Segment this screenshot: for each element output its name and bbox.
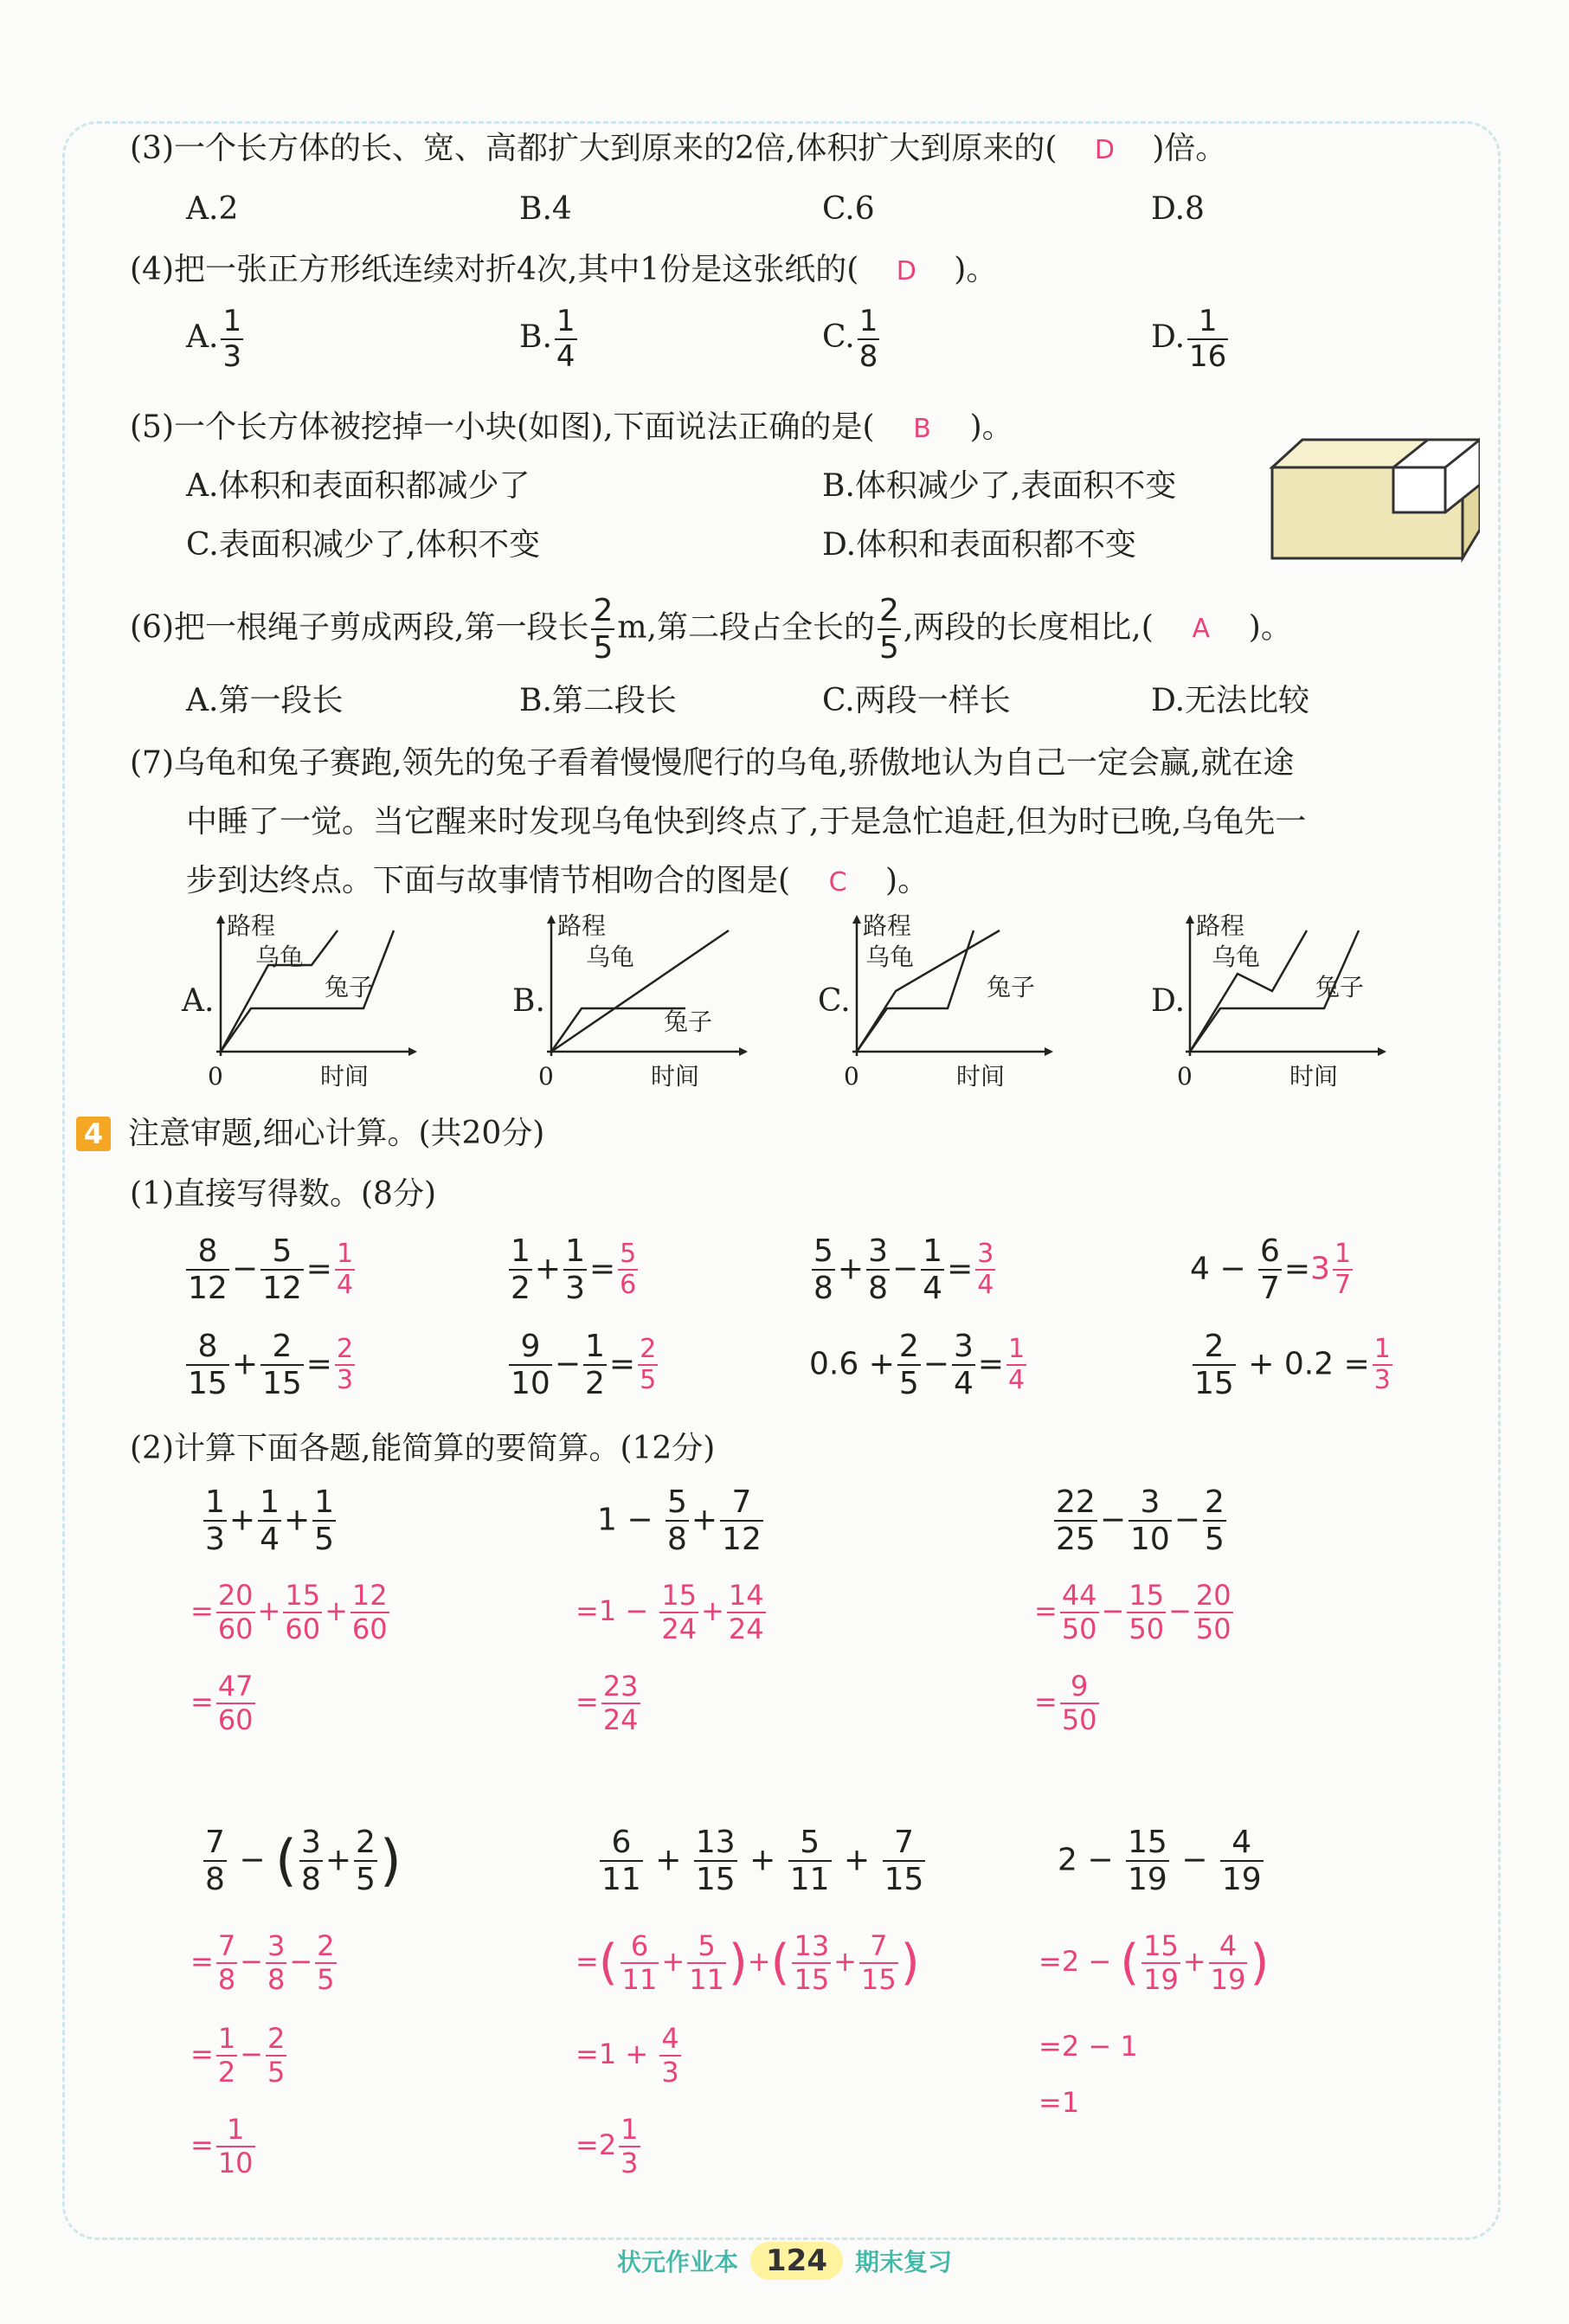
y-axis-arrow	[852, 915, 861, 924]
page-number: 124	[750, 2242, 843, 2280]
page-footer	[0, 2242, 1569, 2280]
simplify-4-result: = $\frac{1}{10}$	[190, 2113, 254, 2179]
cuboid-figure	[1264, 433, 1480, 563]
tortoise-label: 乌龟	[1212, 943, 1261, 971]
part-2-title: (2)计算下面各题,能简算的要简算。(12分)	[130, 1431, 716, 1466]
calc-5: $\frac{8}{15}$ + $\frac{2}{15}$ = $\frac{2}{3}$	[188, 1329, 354, 1402]
simplify-6-result: =1	[1038, 2086, 1080, 2119]
option-3c: C.6	[822, 191, 875, 227]
y-axis-label: 路程	[863, 913, 912, 940]
x-axis-arrow	[739, 1047, 748, 1056]
simplify-6-step2: =2 − 1	[1038, 2030, 1138, 2063]
option-4c: C. $\frac{1}{8}$	[822, 304, 878, 375]
answer-5: B	[913, 414, 931, 444]
origin-label: 0	[208, 1062, 223, 1086]
option-5c: C.表面积减少了,体积不变	[186, 527, 541, 563]
calc-6: $\frac{9}{10}$ − $\frac{1}{2}$ = $\frac{2}{5}$	[511, 1329, 657, 1402]
graph-option-label: A.	[182, 983, 215, 1019]
simplify-6-problem: 2 − $\frac{15}{19}$ − $\frac{4}{19}$	[1058, 1825, 1262, 1898]
simplify-6-step1: =2 − ( $\frac{15}{19}$ + $\frac{4}{19}$ )	[1038, 1929, 1270, 1996]
x-axis-label: 时间	[956, 1062, 1006, 1086]
calc-7: 0.6 + $\frac{2}{5}$ − $\frac{3}{4}$ = $\frac{1}{4}$	[809, 1329, 1026, 1402]
graph-option-label: D.	[1151, 983, 1186, 1019]
x-axis-label: 时间	[320, 1062, 370, 1086]
question-4: (4)把一张正方形纸连续对折4次,其中1份是这张纸的( D )。	[130, 251, 997, 291]
y-axis-label: 路程	[227, 913, 276, 940]
question-6: (6)把一根绳子剪成两段,第一段长 $\frac{2}{5}$ m,第二段占全长的 $\frac{2}{5}$ ,两段的长度相比,( A )。	[130, 593, 1292, 666]
option-3d: D.8	[1151, 191, 1205, 227]
simplify-4-step1: = $\frac{7}{8}$ − $\frac{3}{8}$ − $\frac{2}{5}$	[190, 1929, 335, 1996]
y-axis-arrow	[1186, 915, 1194, 924]
simplify-4-step2: = $\frac{1}{2}$ − $\frac{2}{5}$	[190, 2022, 286, 2089]
rabbit-label: 兔子	[1315, 973, 1365, 1001]
tortoise-label: 乌龟	[865, 943, 915, 971]
option-5d: D.体积和表面积都不变	[822, 527, 1137, 563]
simplify-1-problem: $\frac{1}{3}$ + $\frac{1}{4}$ + $\frac{1}{5}$	[205, 1484, 335, 1558]
calc-3: $\frac{5}{8}$ + $\frac{3}{8}$ − $\frac{1}{4}$ = $\frac{3}{4}$	[813, 1233, 994, 1307]
answer-7: C	[828, 867, 847, 898]
calc-1: $\frac{8}{12}$ − $\frac{5}{12}$ = $\frac{1}{4}$	[188, 1233, 354, 1307]
x-axis-label: 时间	[651, 1062, 700, 1086]
graph-svg	[1151, 913, 1402, 1086]
answer-4: D	[896, 256, 916, 286]
simplify-2-result: = $\frac{23}{24}$	[576, 1670, 639, 1736]
option-6c: C.两段一样长	[822, 683, 1011, 718]
x-axis-arrow	[408, 1047, 417, 1056]
section-4-title: 注意审题,细心计算。(共20分)	[128, 1116, 545, 1151]
graph-option-label: B.	[512, 983, 545, 1019]
section-badge: 4	[76, 1117, 111, 1151]
option-6b: B.第二段长	[519, 683, 677, 718]
y-axis-label: 路程	[1196, 913, 1245, 940]
question-7-line1: (7)乌龟和兔子赛跑,领先的兔子看着慢慢爬行的乌龟,骄傲地认为自己一定会赢,就在途	[130, 745, 1295, 781]
simplify-5-step2: =1 + $\frac{4}{3}$	[576, 2022, 679, 2089]
calc-2: $\frac{1}{2}$ + $\frac{1}{3}$ = $\frac{5}{6}$	[511, 1233, 637, 1307]
option-3a: A.2	[186, 191, 239, 227]
simplify-2-problem: 1 − $\frac{5}{8}$ + $\frac{7}{12}$	[597, 1484, 762, 1558]
question-5: (5)一个长方体被挖掉一小块(如图),下面说法正确的是( B )。	[130, 409, 1013, 448]
y-axis-arrow	[216, 915, 225, 924]
y-axis-label: 路程	[557, 913, 607, 940]
simplify-5-result: =2 $\frac{1}{3}$	[576, 2113, 639, 2179]
question-3: (3)一个长方体的长、宽、高都扩大到原来的2倍,体积扩大到原来的( D )倍。	[130, 130, 1226, 170]
graph-svg	[512, 913, 763, 1086]
origin-label: 0	[538, 1062, 554, 1086]
answer-6: A	[1192, 614, 1211, 645]
simplify-5-step1: =( $\frac{6}{11}$ + $\frac{5}{11}$ )+( $\frac{13}{15}$ + $\frac{7}{15}$ )	[576, 1929, 920, 1996]
simplify-3-step1: = $\frac{44}{50}$ − $\frac{15}{50}$ − $\frac{20}{50}$	[1034, 1579, 1231, 1645]
calc-8: $\frac{2}{15}$ + 0.2 = $\frac{1}{3}$	[1194, 1329, 1391, 1402]
simplify-4-problem: $\frac{7}{8}$ − ( $\frac{3}{8}$ + $\frac{2}{5}$ )	[205, 1825, 402, 1898]
graph-svg	[182, 913, 433, 1086]
graph-svg	[818, 913, 1069, 1086]
rabbit-label: 兔子	[325, 973, 374, 1001]
option-5b: B.体积减少了,表面积不变	[822, 468, 1177, 504]
option-5a: A.体积和表面积都减少了	[186, 468, 531, 504]
option-4d: D. $\frac{1}{16}$	[1151, 304, 1227, 375]
x-axis-arrow	[1378, 1047, 1386, 1056]
part-1-title: (1)直接写得数。(8分)	[130, 1176, 436, 1212]
option-4b: B. $\frac{1}{4}$	[519, 304, 576, 375]
tortoise-label: 乌龟	[255, 943, 305, 971]
option-6a: A.第一段长	[186, 683, 344, 718]
calc-4: 4 − $\frac{6}{7}$ =3 $\frac{1}{7}$	[1190, 1233, 1352, 1307]
option-4a: A. $\frac{1}{3}$	[186, 304, 242, 375]
simplify-1-result: = $\frac{47}{60}$	[190, 1670, 254, 1736]
option-6d: D.无法比较	[1151, 683, 1310, 718]
graph-option-label: C.	[818, 983, 851, 1019]
question-7-line3: 步到达终点。下面与故事情节相吻合的图是( C )。	[186, 862, 929, 902]
y-axis-arrow	[547, 915, 556, 924]
footer-section: 期末复习	[854, 2248, 952, 2276]
simplify-3-result: = $\frac{9}{50}$	[1034, 1670, 1097, 1736]
x-axis-arrow	[1045, 1047, 1053, 1056]
origin-label: 0	[844, 1062, 859, 1086]
rabbit-label: 兔子	[987, 973, 1036, 1001]
rabbit-label: 兔子	[664, 1007, 713, 1036]
origin-label: 0	[1177, 1062, 1193, 1086]
option-3b: B.4	[519, 191, 572, 227]
tortoise-label: 乌龟	[586, 943, 635, 971]
question-7-line2: 中睡了一觉。当它醒来时发现乌龟快到终点了,于是急忙追赶,但为时已晚,乌龟先一	[186, 804, 1307, 840]
simplify-5-problem: $\frac{6}{11}$ + $\frac{13}{15}$ + $\frac{5}{11}$ + $\frac{7}{15}$	[601, 1825, 924, 1898]
answer-3: D	[1094, 135, 1115, 165]
simplify-1-step1: = $\frac{20}{60}$ + $\frac{15}{60}$ + $\frac{12}{60}$	[190, 1579, 388, 1645]
simplify-2-step1: =1 − $\frac{15}{24}$ + $\frac{14}{24}$	[576, 1579, 764, 1645]
footer-brand: 状元作业本	[616, 2248, 738, 2276]
x-axis-label: 时间	[1289, 1062, 1339, 1086]
simplify-3-problem: $\frac{22}{25}$ − $\frac{3}{10}$ − $\frac{2}{5}$	[1056, 1484, 1225, 1558]
